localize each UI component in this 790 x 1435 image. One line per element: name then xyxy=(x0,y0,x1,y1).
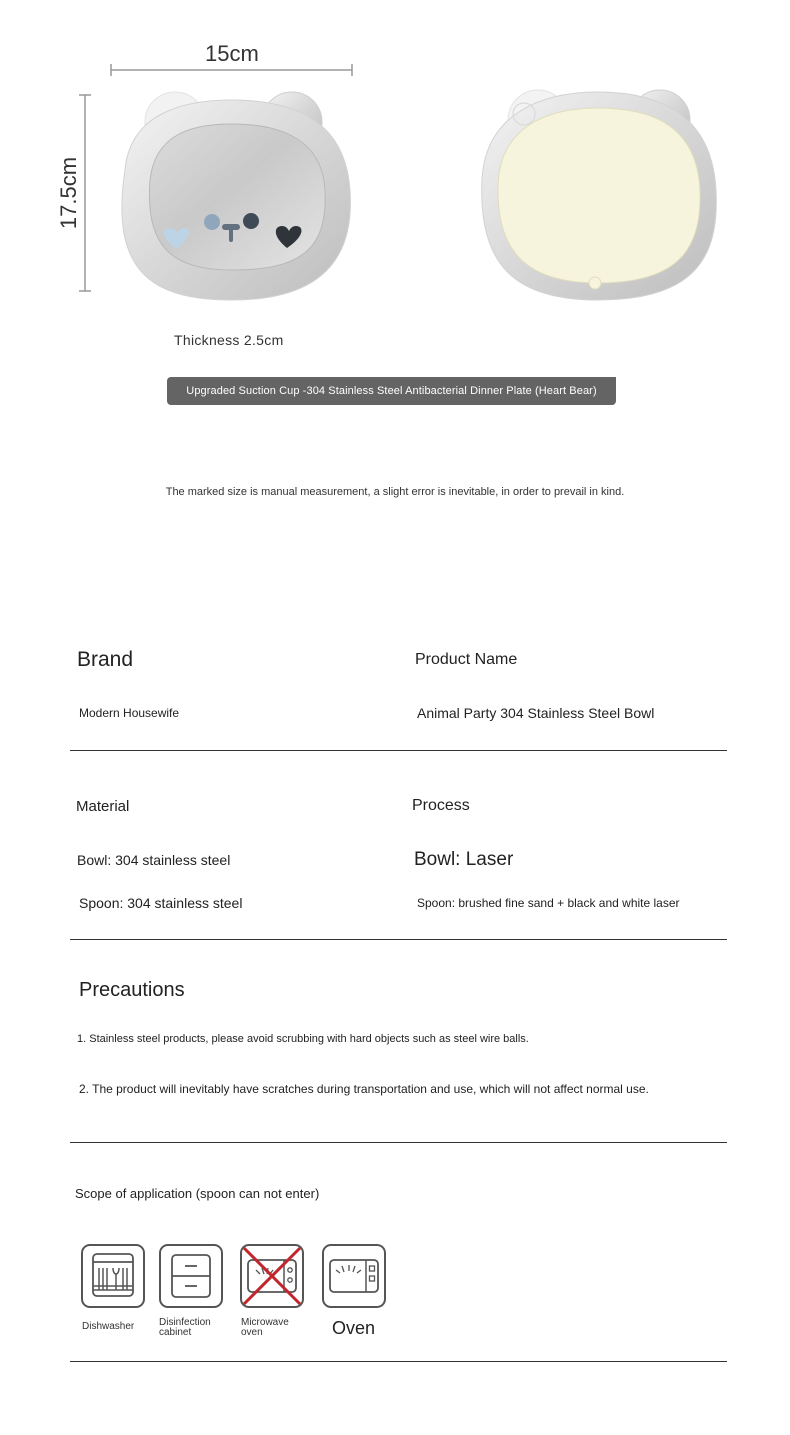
product-name-heading: Product Name xyxy=(415,651,518,668)
scope-heading: Scope of application (spoon can not enter) xyxy=(75,1186,320,1201)
height-label: 17.5cm xyxy=(56,156,81,230)
process-spoon-value: Spoon: brushed fine sand + black and white laser xyxy=(417,896,680,910)
thickness-label: Thickness 2.5cm xyxy=(174,332,284,348)
precaution-item-2: 2. The product will inevitably have scratches during transportation and use, which will not affect normal use. xyxy=(79,1082,649,1096)
divider xyxy=(70,1361,727,1362)
divider xyxy=(70,939,727,940)
disinfection-cabinet-icon xyxy=(159,1244,223,1308)
product-banner: Upgraded Suction Cup -304 Stainless Steel Antibacterial Dinner Plate (Heart Bear) xyxy=(167,377,616,405)
microwave-label: Microwave oven xyxy=(241,1317,289,1338)
process-bowl-value: Bowl: Laser xyxy=(414,849,514,870)
material-spoon-value: Spoon: 304 stainless steel xyxy=(79,895,243,911)
bowl-top-view xyxy=(122,92,351,300)
disinfection-cabinet-label: Disinfection cabinet xyxy=(159,1317,211,1338)
material-bowl-value: Bowl: 304 stainless steel xyxy=(77,852,231,868)
oven-icon xyxy=(322,1244,386,1308)
oven-label: Oven xyxy=(332,1318,376,1338)
brand-heading: Brand xyxy=(77,648,134,671)
divider xyxy=(70,750,727,751)
bowl-bottom-view xyxy=(482,90,717,300)
material-heading: Material xyxy=(76,798,130,815)
dishwasher-icon xyxy=(81,1244,145,1308)
precautions-heading: Precautions xyxy=(79,979,185,1001)
precaution-item-1: 1. Stainless steel products, please avoid scrubbing with hard objects such as steel wire balls. xyxy=(77,1033,529,1045)
width-label: 15cm xyxy=(205,41,259,66)
measurement-note: The marked size is manual measurement, a slight error is inevitable, in order to prevail in kind. xyxy=(165,486,625,498)
brand-value: Modern Housewife xyxy=(79,706,180,720)
dishwasher-label: Dishwasher xyxy=(82,1321,135,1332)
process-heading: Process xyxy=(412,797,470,814)
divider xyxy=(70,1142,727,1143)
product-illustration xyxy=(0,0,790,320)
product-name-value: Animal Party 304 Stainless Steel Bowl xyxy=(417,705,655,721)
suction-cup xyxy=(498,108,700,283)
microwave-icon xyxy=(240,1244,304,1308)
